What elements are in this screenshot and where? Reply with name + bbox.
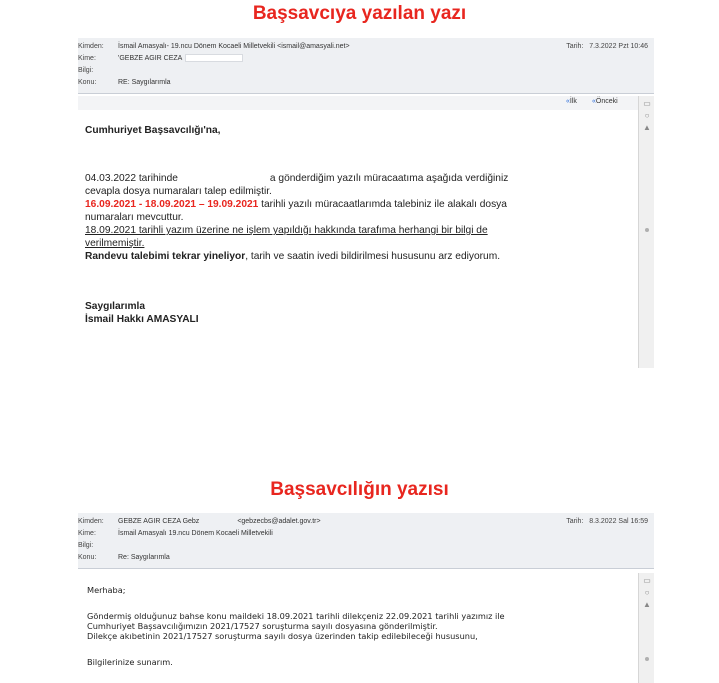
scroll-position-marker — [645, 228, 649, 232]
date-value: Tarih: 7.3.2022 Pzt 10:46 — [566, 43, 648, 50]
paragraph-3-line-2: verilmemiştir. — [85, 238, 145, 249]
section-title-reply: Başsavcılığın yazısı — [270, 479, 449, 500]
scroll-up-icon[interactable]: ▲ — [643, 123, 651, 132]
body-line-1: Göndermiş olduğunuz bahse konu maildeki 18.09.2021 tarihli dilekçeniz 22.09.2021 tarihli yazımız ile — [87, 611, 505, 621]
body-line-4: Bilgilerinize sunarım. — [87, 657, 173, 667]
to-value[interactable]: 'GEBZE AGIR CEZA — [118, 54, 243, 64]
paragraph-3-line-1: 18.09.2021 tarihli yazım üzerine ne işlem yapıldığı hakkında tarafıma herhangi bir bilgi de — [85, 225, 488, 236]
closing: Saygılarımla — [85, 301, 146, 312]
email-panel-sent — [78, 38, 654, 368]
paragraph-2-line-2: numaraları mevcuttur. — [85, 212, 184, 223]
paragraph-1-line-2: cevapla dosya numaraları talep edilmiştir. — [85, 186, 272, 197]
body-line-2: Cumhuriyet Başsavcılığımızın 2021/17527 soruşturma sayılı dosyasına gönderilmiştir. — [87, 621, 438, 631]
to-label: Kime: — [78, 55, 96, 62]
cc-label: Bilgi: — [78, 67, 94, 74]
to-label: Kime: — [78, 530, 96, 537]
email-header — [78, 513, 654, 569]
first-arrow-icon: « — [566, 98, 570, 105]
subject-label: Konu: — [78, 79, 97, 86]
first-button[interactable]: «İlk — [566, 98, 577, 105]
paragraph-2-line-1: 16.09.2021 - 18.09.2021 – 19.09.2021 tarihli yazılı müracaatlarımda talebiniz ile alakalı dosya — [85, 199, 507, 210]
nav-bar — [78, 96, 638, 110]
body-line-3: Dilekçe akıbetinin 2021/17527 soruşturma sayılı dosya üzerinden takip edilebileceği hususunu, — [87, 631, 478, 641]
refresh-icon[interactable]: ○ — [644, 111, 650, 120]
salutation: Cumhuriyet Başsavcılığı'na, — [85, 125, 221, 136]
date-value: Tarih: 8.3.2022 Sal 16:59 — [566, 518, 648, 525]
greeting: Merhaba; — [87, 585, 126, 595]
redacted-box — [185, 54, 243, 62]
prev-button[interactable]: «Önceki — [592, 98, 618, 105]
dates-highlight: 16.09.2021 - 18.09.2021 – 19.09.2021 — [85, 199, 259, 210]
scroll-position-marker — [645, 657, 649, 661]
prev-arrow-icon: « — [592, 98, 596, 105]
email-header — [78, 38, 654, 94]
paragraph-4: Randevu talebimi tekrar yineliyor, tarih ve saatin ivedi bildirilmesi hususunu arz ediyorum. — [85, 251, 501, 262]
email-panel-reply — [78, 513, 654, 683]
signature: İsmail Hakkı AMASYALI — [85, 314, 199, 325]
subject-value: RE: Saygılarımla — [118, 79, 171, 86]
from-label: Kimden: — [78, 43, 104, 50]
subject-label: Konu: — [78, 554, 97, 561]
email-body — [85, 118, 635, 368]
reading-pane-icon[interactable]: ▭ — [643, 576, 651, 585]
from-value[interactable]: GEBZE AGIR CEZA Gebz <gebzecbs@adalet.gov.tr> — [118, 518, 321, 525]
reading-pane-icon[interactable]: ▭ — [643, 99, 651, 108]
subject-value: Re: Saygılarımla — [118, 554, 170, 561]
paragraph-1-line-1: 04.03.2022 tarihinde a gönderdiğim yazılı müracaatıma aşağıda verdiğiniz — [85, 173, 509, 184]
scroll-up-icon[interactable]: ▲ — [643, 600, 651, 609]
to-value[interactable]: İsmail Amasyalı 19.ncu Dönem Kocaeli Milletvekili — [118, 530, 273, 537]
cc-label: Bilgi: — [78, 542, 94, 549]
scrollbar[interactable] — [638, 96, 654, 368]
from-value[interactable]: İsmail Amasyalı- 19.ncu Dönem Kocaeli Milletvekili <ismail@amasyali.net> — [118, 43, 350, 50]
section-title-sent: Başsavcıya yazılan yazı — [252, 3, 467, 24]
from-label: Kimden: — [78, 518, 104, 525]
scrollbar[interactable] — [638, 573, 654, 683]
refresh-icon[interactable]: ○ — [644, 588, 650, 597]
